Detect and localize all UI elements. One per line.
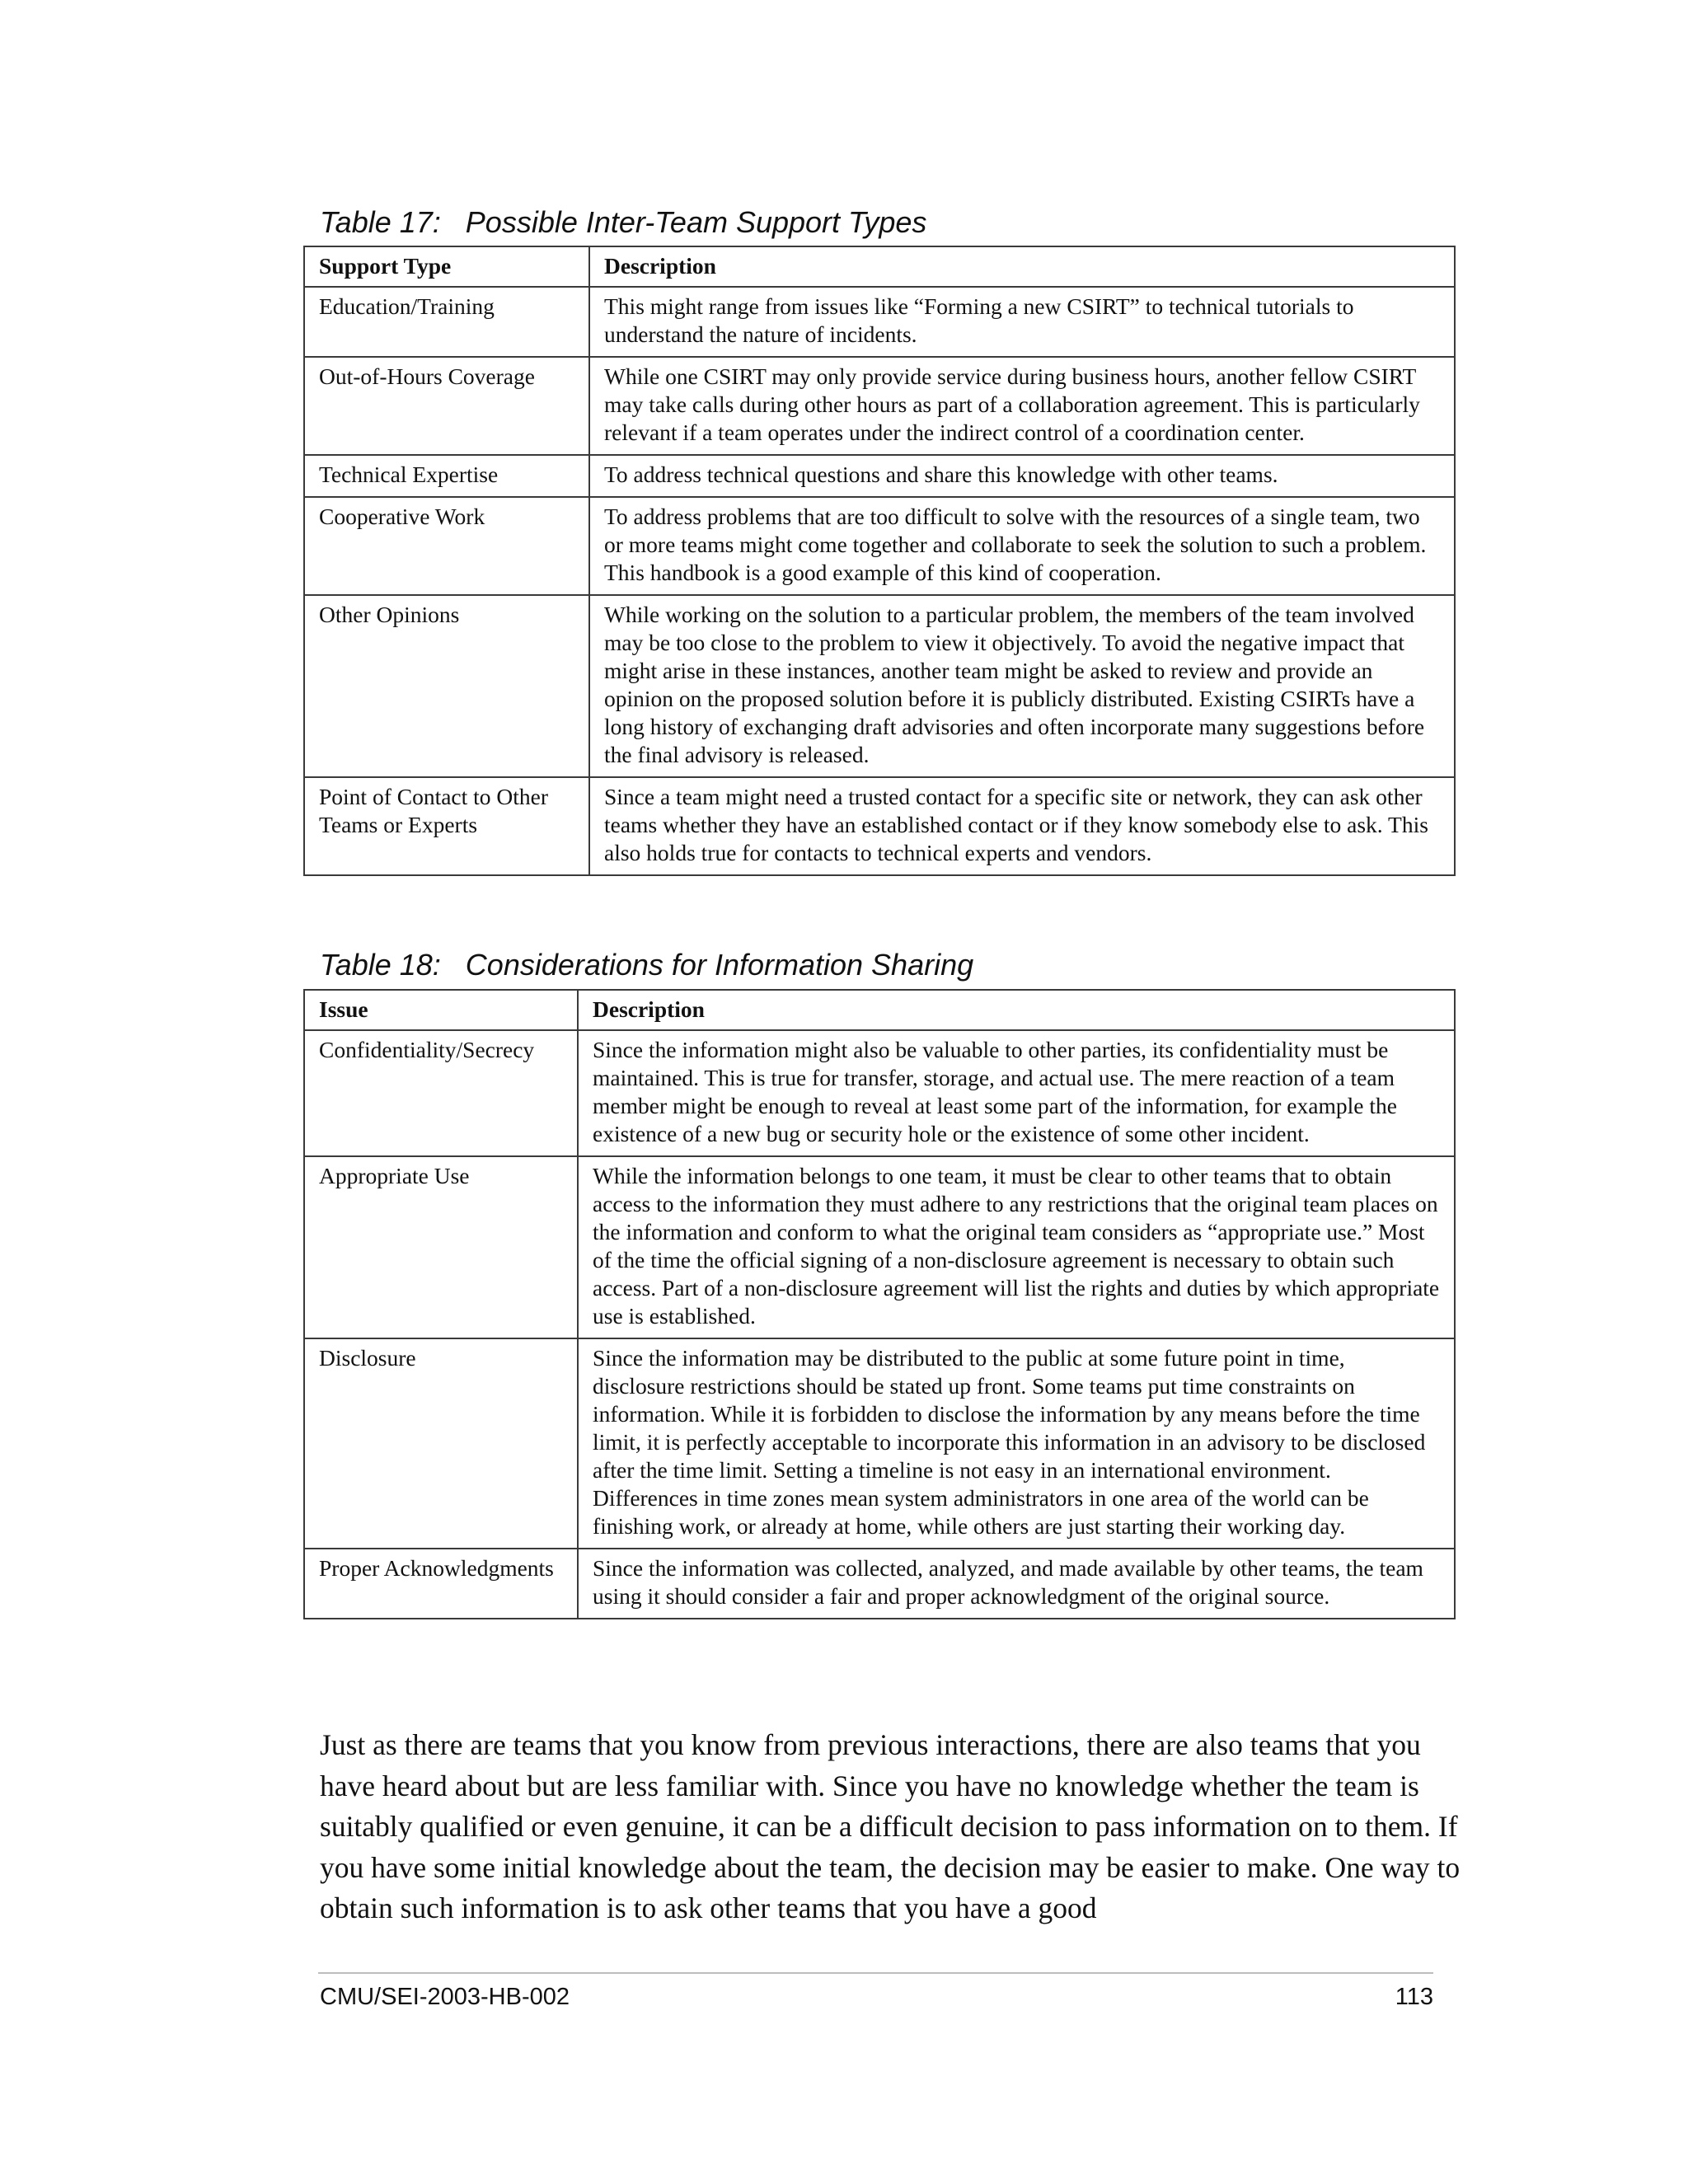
support-type-cell: Point of Contact to Other Teams or Experts: [304, 777, 589, 875]
description-cell: To address problems that are too difficult to solve with the resources of a single team, two or more teams might come together and collaborate to seek the solution to such a problem. This handbook is a good example of this kind of cooperation.: [589, 497, 1455, 595]
table-row: [304, 287, 1455, 357]
support-type-cell: Other Opinions: [304, 595, 589, 777]
table-17-number: Table 17:: [320, 205, 441, 239]
table-18: [303, 989, 1456, 1619]
description-cell: While one CSIRT may only provide service during business hours, another fellow CSIRT may take calls during other hours as part of a collaboration agreement. This is particularly relevant if a team operates under the indirect control of a coordination center.: [589, 357, 1455, 455]
description-cell: While working on the solution to a particular problem, the members of the team involved may be too close to the problem to view it objectively. To avoid the negative impact that might arise in these instances, another team might be asked to review and provide an opinion on the proposed solution before it is publicly distributed. Existing CSIRTs have a long history of exchanging draft advisories and often incorporate many suggestions before the final advisory is released.: [589, 595, 1455, 777]
issue-cell: Confidentiality/Secrecy: [304, 1030, 578, 1156]
table-row: [304, 1549, 1455, 1619]
table-17-title: Possible Inter-Team Support Types: [465, 205, 927, 239]
support-type-cell: Out-of-Hours Coverage: [304, 357, 589, 455]
issue-cell: Proper Acknowledgments: [304, 1549, 578, 1619]
footer-divider: [318, 1972, 1433, 1974]
table-18-caption: [320, 947, 973, 983]
column-header-support-type: Support Type: [304, 246, 589, 287]
support-type-cell: Technical Expertise: [304, 455, 589, 497]
table-header-row: [304, 246, 1455, 287]
description-cell: While the information belongs to one team, it must be clear to other teams that to obtain access to the information they must adhere to any restrictions that the original team places on the information and conform to what the original team considers as “appropriate use.” Most of the time the official signing of a non-disclosure agreement is necessary to obtain such access. Part of a non-disclosure agreement will list the rights and duties by which appropriate use is established.: [578, 1156, 1455, 1338]
issue-cell: Appropriate Use: [304, 1156, 578, 1338]
table-row: [304, 497, 1455, 595]
table-18-title: Considerations for Information Sharing: [465, 948, 974, 982]
description-cell: Since the information might also be valuable to other parties, its confidentiality must be maintained. This is true for transfer, storage, and actual use. The mere reaction of a team member might be enough to reveal at least some part of the information, for example the existence of a new bug or security hole or the existence of some other incident.: [578, 1030, 1455, 1156]
description-cell: Since a team might need a trusted contact for a specific site or network, they can ask other teams whether they have an established contact or if they know somebody else to ask. This also holds true for contacts to technical experts and vendors.: [589, 777, 1455, 875]
table-18-number: Table 18:: [320, 948, 441, 982]
description-cell: This might range from issues like “Forming a new CSIRT” to technical tutorials to understand the nature of incidents.: [589, 287, 1455, 357]
table-row: [304, 1338, 1455, 1549]
support-type-cell: Cooperative Work: [304, 497, 589, 595]
column-header-issue: Issue: [304, 990, 578, 1030]
description-cell: Since the information was collected, analyzed, and made available by other teams, the team using it should consider a fair and proper acknowledgment of the original source.: [578, 1549, 1455, 1619]
table-17-caption: [320, 204, 926, 241]
table-header-row: [304, 990, 1455, 1030]
table-row: [304, 1030, 1455, 1156]
table-row: [304, 1156, 1455, 1338]
table-17: [303, 246, 1456, 876]
table-row: [304, 357, 1455, 455]
support-type-cell: Education/Training: [304, 287, 589, 357]
footer-page-number: 113: [1395, 1984, 1433, 2010]
body-paragraph: Just as there are teams that you know from previous interactions, there are also teams that you have heard about but are less familiar with. Since you have no knowledge whether the team is suitably qualified or even genuine, it can be a difficult decision to pass information on to them. If you have some initial knowledge about the team, the decision may be easier to make. One way to obtain such information is to ask other teams that you have a good: [320, 1728, 1461, 1924]
table-row: [304, 777, 1455, 875]
footer-document-id: CMU/SEI-2003-HB-002: [320, 1984, 570, 2010]
issue-cell: Disclosure: [304, 1338, 578, 1549]
description-cell: To address technical questions and share this knowledge with other teams.: [589, 455, 1455, 497]
column-header-description: Description: [578, 990, 1455, 1030]
description-cell: Since the information may be distributed to the public at some future point in time, disclosure restrictions should be stated up front. Some teams put time constraints on information. While it is forbidden to disclose the information by any means before the time limit, it is perfectly acceptable to incorporate this information in an advisory to be disclosed after the time limit. Setting a timeline is not easy in an international environment. Differences in time zones mean system administrators in one area of the world can be finishing work, or already at home, while others are just starting their working day.: [578, 1338, 1455, 1549]
column-header-description: Description: [589, 246, 1455, 287]
table-row: [304, 455, 1455, 497]
table-row: [304, 595, 1455, 777]
